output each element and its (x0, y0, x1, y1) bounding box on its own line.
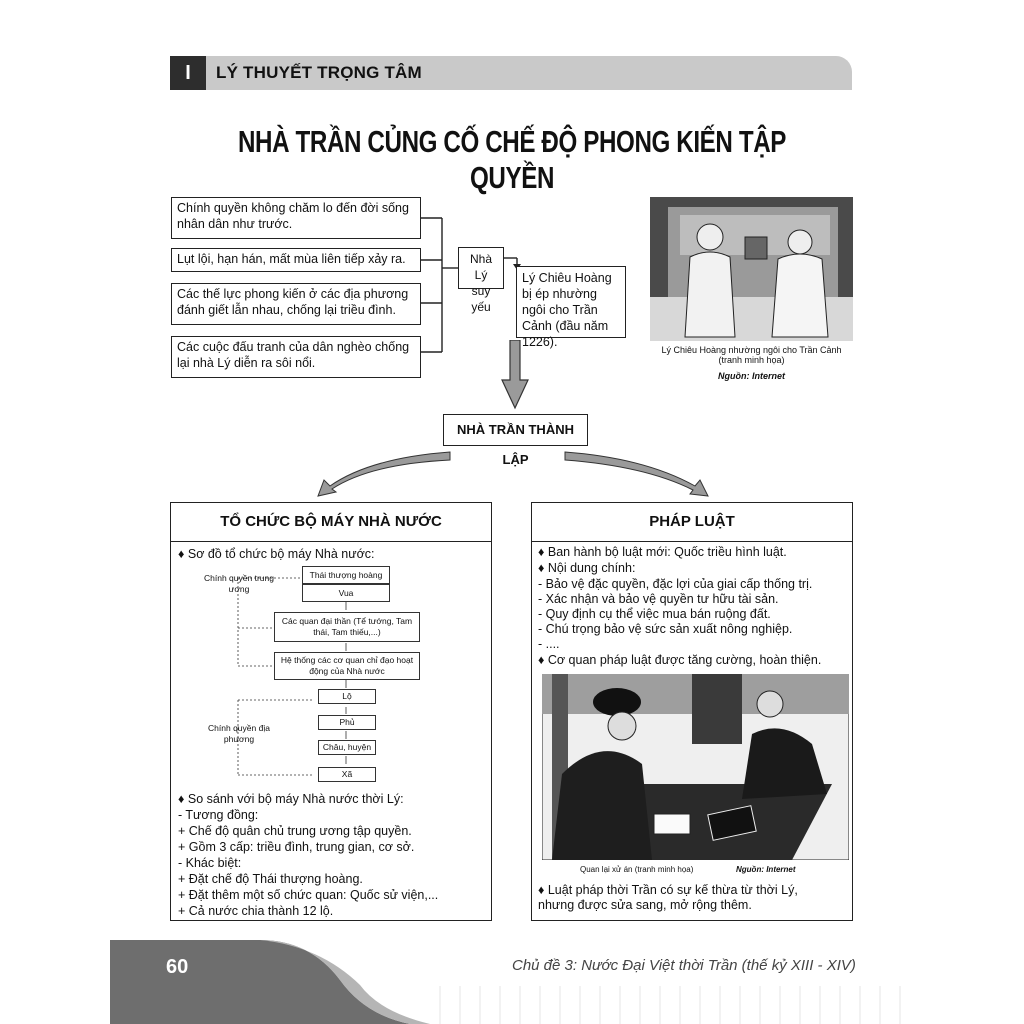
org-box-phu: Phủ (318, 715, 376, 730)
image1-caption: Lý Chiêu Hoàng nhường ngôi cho Trần Cảnh (tranh minh họa) (661, 345, 842, 365)
law-line-1: ♦ Ban hành bộ luật mới: Quốc triều hình luật. (538, 545, 787, 559)
cause-box-2 (171, 248, 421, 272)
cause-text-3: Các thế lực phong kiến ở các địa phương đánh giết lẫn nhau, chống lại triều đình. (177, 287, 409, 317)
law-closing-2: nhưng được sửa sang, mở rộng thêm. (538, 898, 752, 912)
image2-source: Nguồn: Internet (736, 865, 796, 874)
footer-topic: Chủ đề 3: Nước Đại Việt thời Trần (thế kỷ XIII - XIV) (512, 957, 856, 974)
law-line-2: ♦ Nội dung chính: (538, 561, 636, 575)
down-arrow (500, 340, 530, 410)
org-box-officials: Các quan đại thần (Tể tướng, Tam thái, Tam thiếu,...) (274, 612, 420, 642)
law-line-3: - Bảo vệ đặc quyền, đặc lợi của giai cấp thống trị. (538, 577, 813, 591)
section-title: LÝ THUYẾT TRỌNG TÂM (216, 63, 422, 82)
law-line-6: - Chú trọng bảo vệ sức sản xuất nông nghiệp. (538, 622, 793, 636)
local-gov-label: Chính quyền địa phương (208, 723, 270, 744)
org-intro: ♦ Sơ đồ tổ chức bộ máy Nhà nước: (178, 547, 375, 561)
compare-line-5: - Khác biệt: (178, 856, 242, 870)
law-title: PHÁP LUẬT (532, 503, 852, 542)
split-arrows (310, 440, 720, 500)
compare-line-6: + Đặt chế độ Thái thượng hoàng. (178, 872, 363, 886)
compare-line-7: + Đặt thêm một số chức quan: Quốc sử viện,... (178, 888, 439, 902)
page-title: NHÀ TRẦN CỦNG CỐ CHẾ ĐỘ PHONG KIẾN TẬP QUYỀN (237, 124, 787, 195)
compare-line-3: + Chế độ quân chủ trung ương tập quyền. (178, 824, 412, 838)
org-box-xa: Xã (318, 767, 376, 782)
founded-box: NHÀ TRẦN THÀNH LẬP (443, 414, 588, 446)
footer-decoration (110, 940, 1024, 1024)
org-box-retired-emperor: Thái thượng hoàng (302, 566, 390, 584)
cause-box-1 (171, 197, 421, 239)
abdication-illustration (650, 197, 853, 341)
cause-box-3 (171, 283, 421, 325)
org-box-agencies: Hệ thống các cơ quan chỉ đạo hoạt động của Nhà nước (274, 652, 420, 680)
image2-caption: Quan lại xử án (tranh minh họa) (580, 865, 694, 874)
page-number: 60 (166, 956, 189, 978)
ly-weak-box (458, 247, 504, 314)
ly-weak-text: Nhà Lý suy yếu (469, 252, 492, 314)
cause-box-4 (171, 336, 421, 378)
org-box-lo: Lộ (318, 689, 376, 704)
cause-text-1: Chính quyền không chăm lo đến đời sống nhân dân như trước. (177, 201, 409, 231)
cause-text-2: Lụt lội, hạn hán, mất mùa liên tiếp xảy ra. (177, 252, 406, 266)
law-line-4: - Xác nhận và bảo vệ quyền tư hữu tài sản. (538, 592, 779, 606)
org-box-chau-huyen: Châu, huyện (318, 740, 376, 755)
org-box-emperor: Vua (302, 584, 390, 602)
compare-line-4: + Gồm 3 cấp: triều đình, trung gian, cơ sở. (178, 840, 415, 854)
abdication-text: Lý Chiêu Hoàng bị ép nhường ngôi cho Trần Cảnh (đầu năm 1226). (522, 271, 612, 349)
law-closing-1: ♦ Luật pháp thời Trần có sự kế thừa từ thời Lý, (538, 883, 798, 897)
image1-source: Nguồn: Internet (718, 371, 785, 381)
trial-illustration (542, 674, 849, 860)
section-number: I (170, 56, 206, 90)
abdication-box (516, 266, 626, 349)
central-gov-label: Chính quyền trung ương (204, 573, 274, 594)
compare-line-1: ♦ So sánh với bộ máy Nhà nước thời Lý: (178, 792, 404, 806)
state-apparatus-title: TỔ CHỨC BỘ MÁY NHÀ NƯỚC (171, 503, 491, 542)
law-line-5: - Quy định cụ thể việc mua bán ruộng đất. (538, 607, 771, 621)
law-line-7: - .... (538, 637, 560, 651)
law-line-8: ♦ Cơ quan pháp luật được tăng cường, hoàn thiện. (538, 653, 822, 667)
cause-text-4: Các cuộc đấu tranh của dân nghèo chống lại nhà Lý diễn ra sôi nổi. (177, 340, 410, 370)
compare-line-2: - Tương đồng: (178, 808, 259, 822)
compare-line-8: + Cả nước chia thành 12 lộ. (178, 904, 334, 918)
